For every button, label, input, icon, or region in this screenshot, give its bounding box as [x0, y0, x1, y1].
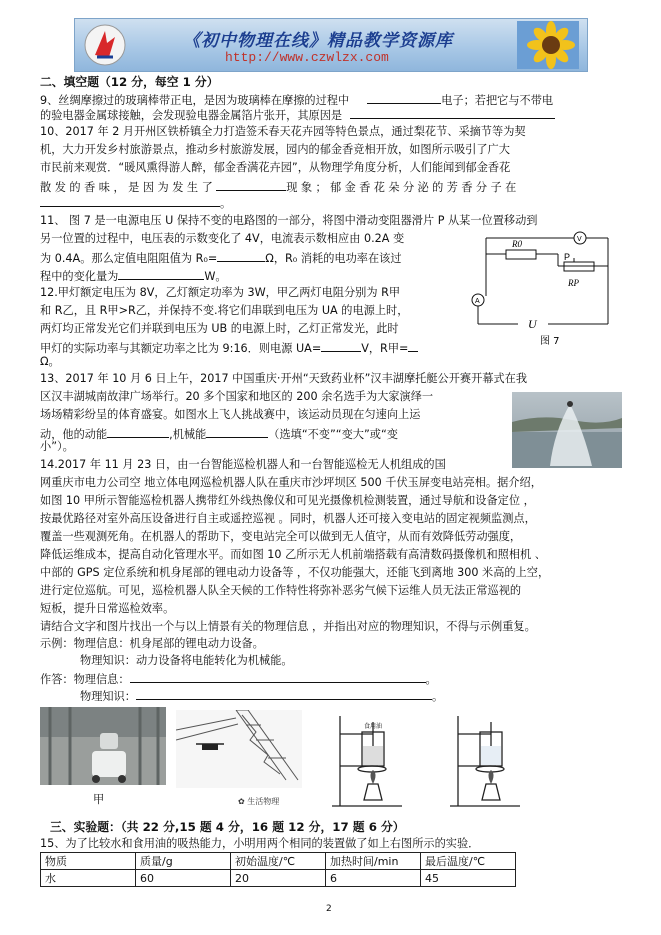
q11-line-3: [40, 250, 402, 266]
figure-7-caption: 图 7: [540, 336, 560, 347]
robot-photo: [40, 707, 166, 785]
q10-line-4: [40, 179, 520, 195]
r0-resistor: [506, 250, 536, 259]
q12-line-5: Ω。: [40, 355, 60, 368]
table-header: 加热时间/min: [326, 853, 421, 870]
q14-line-7: 中部的 GPS 定位系统和机身尾部的锂电动力设备等 ，不仅功能强大，还能飞到离地 300 米高的上空，: [40, 566, 550, 579]
voltmeter-label: V: [577, 236, 582, 243]
q12-line-3: 两灯均正常发光它们并联到电压为 UB 的电源上时，乙灯正常发光，此时: [40, 322, 399, 335]
q11-line-2: 另一位置的过程中，电压表的示数变化了 4V，电流表示数相应由 0.2A 变: [40, 232, 405, 245]
q15-text: 15、为了比较水和食用油的吸热能力，小明用两个相同的装置做了如上右图所示的实验．: [40, 837, 480, 850]
table-cell: 60: [136, 870, 231, 887]
q14-answer-knowledge-label: 物理知识：: [80, 690, 136, 703]
rp-label: RP: [568, 278, 579, 288]
q14-answer-knowledge-blank[interactable]: [136, 688, 432, 700]
q14-line-10: 请结合文字和图片找出一个与以上情景有关的物理信息 ，并指出对应的物理知识，不得与示例重复。: [40, 620, 536, 633]
q14-answer-knowledge-line: [80, 688, 443, 704]
q11-line-1: 11、 图 7 是一电源电压 U 保持不变的电路图的一部分，将图中滑动变阻器滑片 P 从某一位置移动到: [40, 214, 538, 227]
q13-text-4b: ,机械能: [169, 428, 207, 441]
q13-text-4a: 动，他的动能: [40, 428, 108, 441]
q14-line-4: 按最优路径对室外高压设备进行自主或遥控巡视 。同时，机器人还可接入变电站的固定视频监测点，: [40, 512, 536, 525]
q10-line-3: 市民前来观赏．“暖风熏得游人醉，郁金香满花卉园”，从物理学角度分析，人们能闻到郁金香花: [40, 161, 511, 174]
q11-blank-1[interactable]: [217, 250, 265, 262]
q14-answer-info-label: 作答：物理信息：: [40, 673, 130, 686]
q14-line-1: 14.2017 年 11 月 23 日，由一台智能巡检机器人和一台智能巡检无人机组成的国: [40, 458, 446, 471]
q14-example-knowledge: 物理知识：动力设备将电能转化为机械能。: [80, 654, 293, 667]
q10-text-4b: 现象；郁金香花朵分泌的芳香分子在: [286, 181, 520, 194]
q14-line-9: 短板，提升日常巡检效率。: [40, 602, 175, 615]
site-banner: [74, 18, 588, 72]
q10-line-5: [40, 195, 231, 211]
q9-line-2: [40, 107, 555, 123]
q9-blank-2[interactable]: [350, 107, 555, 119]
q14-answer-knowledge-end: 。: [431, 690, 444, 703]
q9-text-1: 9、丝绸摩擦过的玻璃棒带正电，是因为玻璃棒在摩擦的过程中: [40, 94, 350, 107]
q12-blank-1[interactable]: [321, 340, 361, 352]
table-cell: 6: [326, 870, 421, 887]
banner-title: 《初中物理在线》精品教学资源库: [183, 31, 453, 51]
experiment-table: [40, 852, 516, 887]
q12-line-4: [40, 340, 418, 356]
figure-7-circuit: [468, 228, 618, 350]
q12-text-4: 甲灯的实际功率与其额定功率之比为 9:16．则电源 UA=: [40, 342, 322, 355]
heating-apparatus-oil: [330, 712, 406, 812]
q11-text-3b: Ω，R₀ 消耗的电功率在该过: [265, 252, 402, 265]
q13-line-4: [40, 426, 398, 442]
q13-line-5: 小”）。: [40, 440, 74, 453]
q9-text-2: 的验电器金属球接触，会发现验电器金属箔片张开，其原因是: [40, 109, 343, 122]
q10-blank-2[interactable]: [40, 195, 220, 207]
q11-text-4a: 程中的变化量为: [40, 270, 119, 283]
table-row: [41, 870, 516, 887]
q14-line-8: 进行定位巡航。可见，巡检机器人队全天候的工作特性将弥补恶劣气候下运维人员无法正常巡视的: [40, 584, 522, 597]
figure-yi-caption: [238, 795, 279, 809]
q9-text-1b: 电子；若把它与不带电: [441, 94, 554, 107]
table-cell: 水: [41, 870, 136, 887]
q12-line-2: 和 R乙，且 R甲>R乙，并保持不变.将它们串联到电压为 UA 的电源上时，: [40, 304, 409, 317]
q11-text-4b: W。: [204, 270, 227, 283]
q11-text-3a: 为 0.4A。那么定值电阻阻值为 R₀=: [40, 252, 218, 265]
q14-line-6: 降低运维成本，提高自动化管理水平。而如图 10 乙所示无人机前端搭载有高清数码摄像机和照相机 、: [40, 548, 546, 561]
q10-line-1: 10、2017 年 2 月开州区铁桥镇全力打造签禾春天花卉园等特色景点，通过梨花节、采摘节等为契: [40, 125, 526, 138]
q14-line-3: 如图 10 甲所示智能巡检机器人携带红外线热像仪和可见光摄像机检测装置，通过导航和设备定位 ，: [40, 494, 535, 507]
q12-blank-2[interactable]: [408, 340, 418, 352]
table-header: 质量/g: [136, 853, 231, 870]
table-header: 物质: [41, 853, 136, 870]
table-cell: 20: [231, 870, 326, 887]
q14-answer-info-blank[interactable]: [130, 671, 426, 683]
q13-blank-1[interactable]: [107, 426, 169, 438]
site-logo-icon: [83, 23, 127, 67]
water-flyer-photo: [512, 392, 622, 468]
q13-text-4c: （选填“不变”“变大”或“变: [268, 428, 398, 441]
q11-line-4: [40, 268, 227, 284]
q10-end: 。: [220, 197, 232, 210]
drone-photo: [176, 710, 302, 788]
slider-label: P: [564, 252, 571, 262]
table-header: 最后温度/℃: [421, 853, 516, 870]
q13-line-1: 13、2017 年 10 月 6 日上午，2017 中国重庆·开州“天致药业杯”汉丰湖摩托艇公开赛开幕式在我: [40, 372, 528, 385]
table-cell: 45: [421, 870, 516, 887]
heating-apparatus-water: [448, 712, 524, 812]
source-label: U: [528, 317, 537, 331]
q14-line-2: 网重庆市电力公司空 地立体电网巡检机器人队在重庆市沙坪坝区 500 千伏玉屏变电站亮相。据介绍，: [40, 476, 542, 489]
ammeter-label: A: [475, 298, 480, 305]
figure-yi-caption-text: 生活物理: [247, 797, 280, 806]
q10-line-2: 机，大力开发乡村旅游景点，推动乡村旅游发展，园内的郁金香竞相开放，如图所示吸引了广大: [40, 143, 510, 156]
q13-line-2: 区汉丰湖城南故津广场举行。20 多个国家和地区的 200 余名选手为大家演绎一: [40, 390, 434, 403]
q10-blank-1[interactable]: [216, 179, 286, 191]
oil-beaker-label: 食用油: [364, 723, 383, 730]
sunflower-icon: [517, 21, 579, 69]
q11-blank-2[interactable]: [118, 268, 204, 280]
q13-blank-2[interactable]: [206, 426, 268, 438]
q12-line-1: 12.甲灯额定电压为 8V，乙灯额定功率为 3W，甲乙两灯电阻分别为 R甲: [40, 286, 401, 299]
banner-url[interactable]: http://www.czwlzx.com: [225, 50, 389, 65]
q14-answer-info-end: 。: [425, 673, 437, 686]
q9-line-1: [40, 92, 553, 108]
q9-blank-1[interactable]: [367, 92, 441, 104]
r0-label: R0: [512, 239, 522, 249]
table-header-row: [41, 853, 516, 870]
wechat-icon: ✿: [238, 797, 245, 806]
q14-example-info: 示例：物理信息：机身尾部的锂电动力设备。: [40, 637, 264, 650]
section-2-heading: 二、填空题（12 分，每空 1 分）: [40, 75, 219, 89]
q12-text-4b: V，R甲=: [361, 342, 409, 355]
q14-line-5: 覆盖一些观测死角。在机器人的帮助下，变电站完全可以做到无人值守，从而有效降低劳动强度，: [40, 530, 522, 543]
q14-answer-info-line: [40, 671, 437, 687]
table-header: 初始温度/℃: [231, 853, 326, 870]
page-number: 2: [326, 904, 332, 914]
q10-text-4a: 散发的香味，是因为发生了: [40, 181, 217, 194]
q13-line-3: 场场精彩纷呈的体育盛宴。如图水上飞人挑战赛中，该运动员现在匀速向上运: [40, 408, 421, 421]
section-3-heading: 三、实验题：（共 22 分,15 题 4 分，16 题 12 分，17 题 6 分）: [50, 820, 405, 834]
figure-jia-label: 甲: [93, 793, 105, 806]
